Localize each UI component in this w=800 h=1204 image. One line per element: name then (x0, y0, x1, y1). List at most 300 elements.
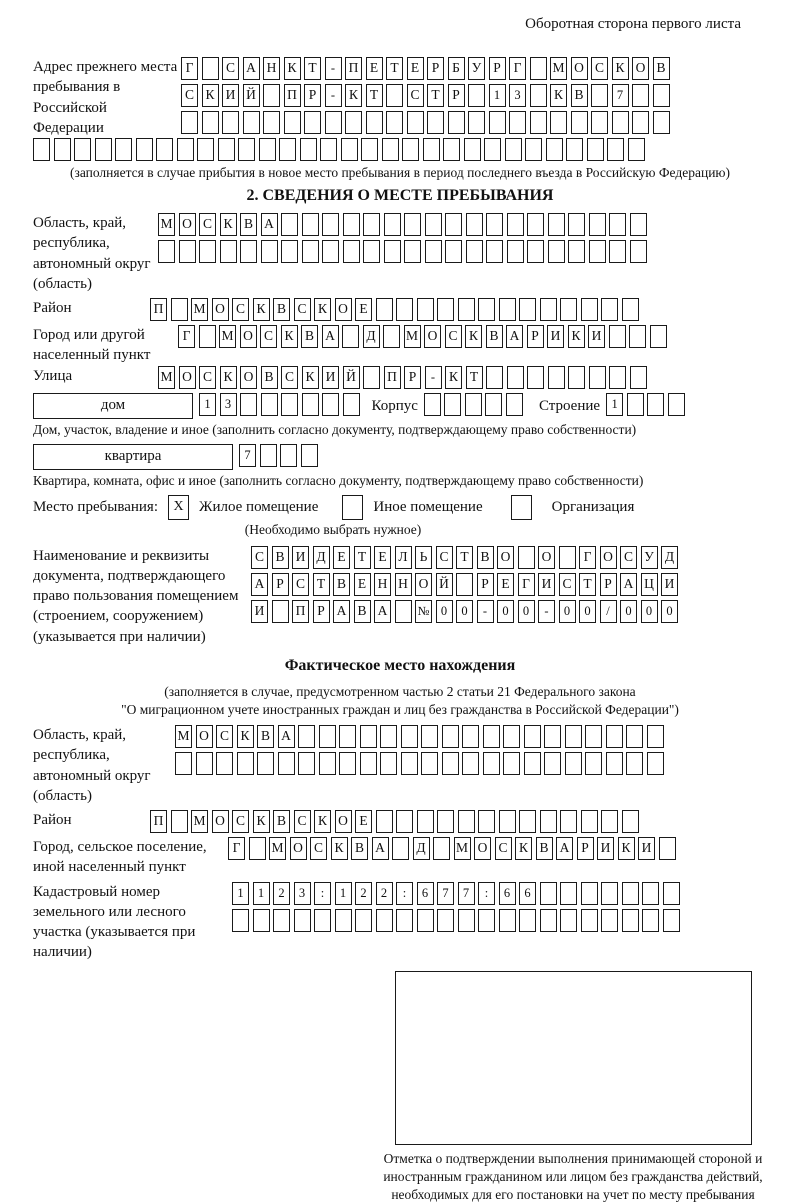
char-cell[interactable]: Т (386, 57, 403, 80)
char-cell[interactable] (630, 366, 647, 389)
char-cell[interactable]: С (199, 366, 216, 389)
char-cell[interactable] (322, 213, 339, 236)
char-cell[interactable] (483, 752, 500, 775)
char-cell[interactable] (401, 752, 418, 775)
char-cell[interactable]: О (497, 546, 514, 569)
char-cell[interactable]: О (571, 57, 588, 80)
char-cell[interactable]: С (232, 298, 249, 321)
char-cell[interactable] (232, 909, 249, 932)
char-cell[interactable] (568, 366, 585, 389)
char-cell[interactable]: П (150, 810, 167, 833)
char-cell[interactable] (304, 111, 321, 134)
char-cell[interactable]: К (302, 366, 319, 389)
char-cell[interactable] (609, 240, 626, 263)
char-cell[interactable]: М (158, 213, 175, 236)
char-cell[interactable] (175, 752, 192, 775)
char-cell[interactable]: 0 (497, 600, 514, 623)
char-cell[interactable]: Е (497, 573, 514, 596)
char-cell[interactable]: А (372, 837, 389, 860)
char-cell[interactable] (417, 909, 434, 932)
char-cell[interactable]: : (396, 882, 413, 905)
char-cell[interactable] (392, 837, 409, 860)
char-cell[interactable]: К (445, 366, 462, 389)
char-cell[interactable] (589, 366, 606, 389)
char-cell[interactable]: К (465, 325, 482, 348)
char-cell[interactable] (343, 240, 360, 263)
char-cell[interactable]: К (618, 837, 635, 860)
char-cell[interactable]: О (212, 298, 229, 321)
char-cell[interactable]: Р (313, 600, 330, 623)
char-cell[interactable]: / (600, 600, 617, 623)
char-cell[interactable]: Е (374, 546, 391, 569)
char-cell[interactable]: Н (395, 573, 412, 596)
house-box[interactable]: дом (33, 393, 193, 419)
char-cell[interactable]: И (547, 325, 564, 348)
char-cell[interactable]: 7 (458, 882, 475, 905)
char-cell[interactable]: Е (407, 57, 424, 80)
char-cell[interactable]: С (294, 810, 311, 833)
char-cell[interactable] (423, 138, 440, 161)
char-cell[interactable] (568, 213, 585, 236)
char-cell[interactable] (341, 138, 358, 161)
char-cell[interactable] (647, 393, 664, 416)
char-cell[interactable]: С (199, 213, 216, 236)
char-cell[interactable]: А (322, 325, 339, 348)
char-cell[interactable] (417, 298, 434, 321)
char-cell[interactable] (74, 138, 91, 161)
char-cell[interactable] (653, 84, 670, 107)
char-cell[interactable]: Т (427, 84, 444, 107)
char-cell[interactable] (546, 138, 563, 161)
char-cell[interactable]: С (251, 546, 268, 569)
char-cell[interactable] (503, 725, 520, 748)
char-cell[interactable]: К (331, 837, 348, 860)
char-cell[interactable] (319, 725, 336, 748)
char-cell[interactable]: 0 (559, 600, 576, 623)
char-cell[interactable] (565, 725, 582, 748)
char-cell[interactable]: В (257, 725, 274, 748)
char-cell[interactable] (302, 213, 319, 236)
char-cell[interactable] (622, 909, 639, 932)
char-cell[interactable]: Р (404, 366, 421, 389)
char-cell[interactable] (425, 213, 442, 236)
apartment-box[interactable]: квартира (33, 444, 233, 470)
char-cell[interactable] (559, 546, 576, 569)
char-cell[interactable]: Р (448, 84, 465, 107)
char-cell[interactable]: С (620, 546, 637, 569)
char-cell[interactable]: - (425, 366, 442, 389)
char-cell[interactable]: О (290, 837, 307, 860)
char-cell[interactable]: А (506, 325, 523, 348)
char-cell[interactable] (653, 111, 670, 134)
char-cell[interactable] (407, 111, 424, 134)
char-cell[interactable]: О (474, 837, 491, 860)
char-cell[interactable] (376, 810, 393, 833)
char-cell[interactable] (499, 810, 516, 833)
char-cell[interactable]: М (191, 298, 208, 321)
char-cell[interactable]: 1 (489, 84, 506, 107)
char-cell[interactable] (507, 240, 524, 263)
char-cell[interactable] (383, 325, 400, 348)
char-cell[interactable]: Г (579, 546, 596, 569)
char-cell[interactable] (281, 240, 298, 263)
char-cell[interactable] (642, 909, 659, 932)
char-cell[interactable] (609, 366, 626, 389)
char-cell[interactable] (220, 240, 237, 263)
char-cell[interactable] (581, 882, 598, 905)
char-cell[interactable]: В (261, 366, 278, 389)
char-cell[interactable]: К (281, 325, 298, 348)
char-cell[interactable]: С (495, 837, 512, 860)
char-cell[interactable]: Е (366, 57, 383, 80)
char-cell[interactable] (544, 752, 561, 775)
char-cell[interactable] (507, 366, 524, 389)
char-cell[interactable]: Г (178, 325, 195, 348)
char-cell[interactable] (485, 393, 502, 416)
char-cell[interactable]: Б (448, 57, 465, 80)
char-cell[interactable] (382, 138, 399, 161)
char-cell[interactable] (571, 111, 588, 134)
char-cell[interactable] (527, 366, 544, 389)
char-cell[interactable] (566, 138, 583, 161)
char-cell[interactable] (518, 546, 535, 569)
char-cell[interactable]: А (620, 573, 637, 596)
char-cell[interactable] (464, 138, 481, 161)
char-cell[interactable] (585, 752, 602, 775)
char-cell[interactable] (325, 111, 342, 134)
char-cell[interactable] (177, 138, 194, 161)
char-cell[interactable] (622, 882, 639, 905)
char-cell[interactable]: Р (577, 837, 594, 860)
char-cell[interactable] (197, 138, 214, 161)
char-cell[interactable] (601, 909, 618, 932)
char-cell[interactable]: Н (374, 573, 391, 596)
char-cell[interactable] (257, 752, 274, 775)
char-cell[interactable]: К (612, 57, 629, 80)
char-cell[interactable]: 3 (220, 393, 237, 416)
char-cell[interactable]: О (179, 366, 196, 389)
char-cell[interactable] (345, 111, 362, 134)
char-cell[interactable]: Р (477, 573, 494, 596)
char-cell[interactable] (376, 298, 393, 321)
char-cell[interactable] (568, 240, 585, 263)
char-cell[interactable] (548, 240, 565, 263)
char-cell[interactable] (560, 909, 577, 932)
char-cell[interactable] (395, 600, 412, 623)
char-cell[interactable] (136, 138, 153, 161)
char-cell[interactable]: У (641, 546, 658, 569)
char-cell[interactable] (404, 213, 421, 236)
char-cell[interactable] (607, 138, 624, 161)
char-cell[interactable] (240, 393, 257, 416)
char-cell[interactable]: П (384, 366, 401, 389)
char-cell[interactable] (468, 111, 485, 134)
char-cell[interactable] (363, 240, 380, 263)
char-cell[interactable] (279, 138, 296, 161)
char-cell[interactable] (335, 909, 352, 932)
char-cell[interactable] (489, 111, 506, 134)
char-cell[interactable]: 1 (232, 882, 249, 905)
char-cell[interactable] (384, 240, 401, 263)
char-cell[interactable]: К (220, 213, 237, 236)
char-cell[interactable]: В (240, 213, 257, 236)
char-cell[interactable] (503, 752, 520, 775)
char-cell[interactable]: М (404, 325, 421, 348)
char-cell[interactable] (280, 444, 297, 467)
char-cell[interactable] (627, 393, 644, 416)
char-cell[interactable] (486, 366, 503, 389)
char-cell[interactable]: У (468, 57, 485, 80)
char-cell[interactable] (668, 393, 685, 416)
char-cell[interactable] (156, 138, 173, 161)
char-cell[interactable]: П (150, 298, 167, 321)
char-cell[interactable] (525, 138, 542, 161)
char-cell[interactable] (445, 213, 462, 236)
char-cell[interactable] (540, 882, 557, 905)
char-cell[interactable]: О (335, 298, 352, 321)
char-cell[interactable] (181, 111, 198, 134)
char-cell[interactable] (524, 752, 541, 775)
char-cell[interactable] (442, 725, 459, 748)
stay-type-checkbox-residential[interactable]: X (168, 495, 189, 520)
char-cell[interactable]: В (571, 84, 588, 107)
char-cell[interactable]: С (222, 57, 239, 80)
char-cell[interactable] (626, 725, 643, 748)
char-cell[interactable]: Т (466, 366, 483, 389)
char-cell[interactable] (171, 810, 188, 833)
char-cell[interactable]: Р (272, 573, 289, 596)
char-cell[interactable] (298, 752, 315, 775)
char-cell[interactable]: С (436, 546, 453, 569)
char-cell[interactable] (343, 393, 360, 416)
char-cell[interactable] (294, 909, 311, 932)
char-cell[interactable] (530, 57, 547, 80)
char-cell[interactable] (466, 240, 483, 263)
char-cell[interactable] (509, 111, 526, 134)
char-cell[interactable]: К (345, 84, 362, 107)
char-cell[interactable] (380, 752, 397, 775)
char-cell[interactable] (115, 138, 132, 161)
char-cell[interactable] (630, 240, 647, 263)
char-cell[interactable] (540, 810, 557, 833)
char-cell[interactable]: К (253, 810, 270, 833)
char-cell[interactable]: В (273, 298, 290, 321)
char-cell[interactable] (628, 138, 645, 161)
char-cell[interactable] (647, 752, 664, 775)
char-cell[interactable] (360, 725, 377, 748)
char-cell[interactable] (606, 725, 623, 748)
char-cell[interactable] (456, 573, 473, 596)
char-cell[interactable] (202, 111, 219, 134)
char-cell[interactable]: 0 (579, 600, 596, 623)
char-cell[interactable] (237, 752, 254, 775)
char-cell[interactable] (591, 84, 608, 107)
char-cell[interactable] (458, 298, 475, 321)
char-cell[interactable] (363, 213, 380, 236)
char-cell[interactable]: 2 (273, 882, 290, 905)
char-cell[interactable]: К (314, 298, 331, 321)
char-cell[interactable]: Т (366, 84, 383, 107)
char-cell[interactable] (300, 138, 317, 161)
char-cell[interactable]: С (216, 725, 233, 748)
char-cell[interactable]: 1 (199, 393, 216, 416)
char-cell[interactable] (484, 138, 501, 161)
char-cell[interactable] (601, 298, 618, 321)
char-cell[interactable]: Д (413, 837, 430, 860)
char-cell[interactable] (468, 84, 485, 107)
char-cell[interactable]: А (261, 213, 278, 236)
char-cell[interactable]: С (260, 325, 277, 348)
char-cell[interactable]: И (597, 837, 614, 860)
char-cell[interactable] (366, 111, 383, 134)
char-cell[interactable]: М (175, 725, 192, 748)
char-cell[interactable]: В (272, 546, 289, 569)
char-cell[interactable]: Д (661, 546, 678, 569)
char-cell[interactable]: А (243, 57, 260, 80)
char-cell[interactable] (443, 138, 460, 161)
char-cell[interactable]: К (237, 725, 254, 748)
char-cell[interactable] (284, 111, 301, 134)
char-cell[interactable] (421, 752, 438, 775)
char-cell[interactable] (530, 84, 547, 107)
char-cell[interactable] (565, 752, 582, 775)
char-cell[interactable]: С (232, 810, 249, 833)
char-cell[interactable]: Р (527, 325, 544, 348)
char-cell[interactable]: А (278, 725, 295, 748)
char-cell[interactable]: Р (600, 573, 617, 596)
char-cell[interactable] (659, 837, 676, 860)
char-cell[interactable]: 7 (437, 882, 454, 905)
char-cell[interactable] (478, 298, 495, 321)
char-cell[interactable] (319, 752, 336, 775)
char-cell[interactable]: 0 (456, 600, 473, 623)
char-cell[interactable] (384, 213, 401, 236)
char-cell[interactable] (581, 298, 598, 321)
char-cell[interactable]: С (559, 573, 576, 596)
char-cell[interactable] (222, 111, 239, 134)
char-cell[interactable] (402, 138, 419, 161)
char-cell[interactable]: А (251, 573, 268, 596)
char-cell[interactable]: А (374, 600, 391, 623)
char-cell[interactable] (54, 138, 71, 161)
char-cell[interactable] (519, 298, 536, 321)
char-cell[interactable] (386, 84, 403, 107)
char-cell[interactable]: К (568, 325, 585, 348)
char-cell[interactable] (591, 111, 608, 134)
char-cell[interactable]: М (269, 837, 286, 860)
char-cell[interactable] (253, 909, 270, 932)
char-cell[interactable]: Д (363, 325, 380, 348)
char-cell[interactable] (263, 84, 280, 107)
char-cell[interactable] (424, 393, 441, 416)
char-cell[interactable]: Ц (641, 573, 658, 596)
char-cell[interactable] (601, 810, 618, 833)
char-cell[interactable] (530, 111, 547, 134)
char-cell[interactable]: С (591, 57, 608, 80)
char-cell[interactable]: Т (579, 573, 596, 596)
char-cell[interactable]: 1 (253, 882, 270, 905)
char-cell[interactable] (560, 882, 577, 905)
char-cell[interactable]: Е (355, 810, 372, 833)
char-cell[interactable]: В (653, 57, 670, 80)
char-cell[interactable] (499, 909, 516, 932)
char-cell[interactable] (216, 752, 233, 775)
char-cell[interactable] (380, 725, 397, 748)
char-cell[interactable] (278, 752, 295, 775)
char-cell[interactable] (442, 752, 459, 775)
char-cell[interactable] (322, 240, 339, 263)
char-cell[interactable] (396, 298, 413, 321)
char-cell[interactable] (302, 393, 319, 416)
char-cell[interactable] (622, 298, 639, 321)
char-cell[interactable]: С (294, 298, 311, 321)
char-cell[interactable] (202, 57, 219, 80)
char-cell[interactable] (612, 111, 629, 134)
char-cell[interactable] (642, 882, 659, 905)
char-cell[interactable] (396, 810, 413, 833)
char-cell[interactable] (343, 213, 360, 236)
char-cell[interactable]: К (284, 57, 301, 80)
char-cell[interactable]: П (292, 600, 309, 623)
char-cell[interactable] (238, 138, 255, 161)
stay-type-checkbox-organization[interactable] (511, 495, 532, 520)
char-cell[interactable]: Т (456, 546, 473, 569)
char-cell[interactable] (465, 393, 482, 416)
char-cell[interactable]: 0 (518, 600, 535, 623)
char-cell[interactable]: Д (313, 546, 330, 569)
char-cell[interactable] (486, 213, 503, 236)
char-cell[interactable]: 6 (519, 882, 536, 905)
char-cell[interactable]: В (354, 600, 371, 623)
char-cell[interactable] (626, 752, 643, 775)
char-cell[interactable] (218, 138, 235, 161)
char-cell[interactable] (259, 138, 276, 161)
char-cell[interactable] (272, 600, 289, 623)
char-cell[interactable]: С (292, 573, 309, 596)
char-cell[interactable] (355, 909, 372, 932)
char-cell[interactable] (550, 111, 567, 134)
char-cell[interactable] (486, 240, 503, 263)
char-cell[interactable] (171, 298, 188, 321)
char-cell[interactable]: № (415, 600, 432, 623)
char-cell[interactable] (281, 393, 298, 416)
char-cell[interactable]: О (538, 546, 555, 569)
char-cell[interactable]: 7 (239, 444, 256, 467)
char-cell[interactable]: О (424, 325, 441, 348)
char-cell[interactable] (339, 725, 356, 748)
char-cell[interactable] (519, 909, 536, 932)
char-cell[interactable]: О (600, 546, 617, 569)
char-cell[interactable]: К (515, 837, 532, 860)
char-cell[interactable] (437, 810, 454, 833)
char-cell[interactable]: Г (509, 57, 526, 80)
char-cell[interactable] (445, 240, 462, 263)
char-cell[interactable]: К (253, 298, 270, 321)
char-cell[interactable]: Г (181, 57, 198, 80)
char-cell[interactable] (421, 725, 438, 748)
char-cell[interactable] (458, 909, 475, 932)
char-cell[interactable]: Г (228, 837, 245, 860)
char-cell[interactable] (506, 393, 523, 416)
char-cell[interactable]: Т (313, 573, 330, 596)
char-cell[interactable]: М (158, 366, 175, 389)
char-cell[interactable] (33, 138, 50, 161)
char-cell[interactable]: В (301, 325, 318, 348)
char-cell[interactable] (179, 240, 196, 263)
char-cell[interactable]: 2 (376, 882, 393, 905)
char-cell[interactable]: И (538, 573, 555, 596)
char-cell[interactable] (540, 298, 557, 321)
